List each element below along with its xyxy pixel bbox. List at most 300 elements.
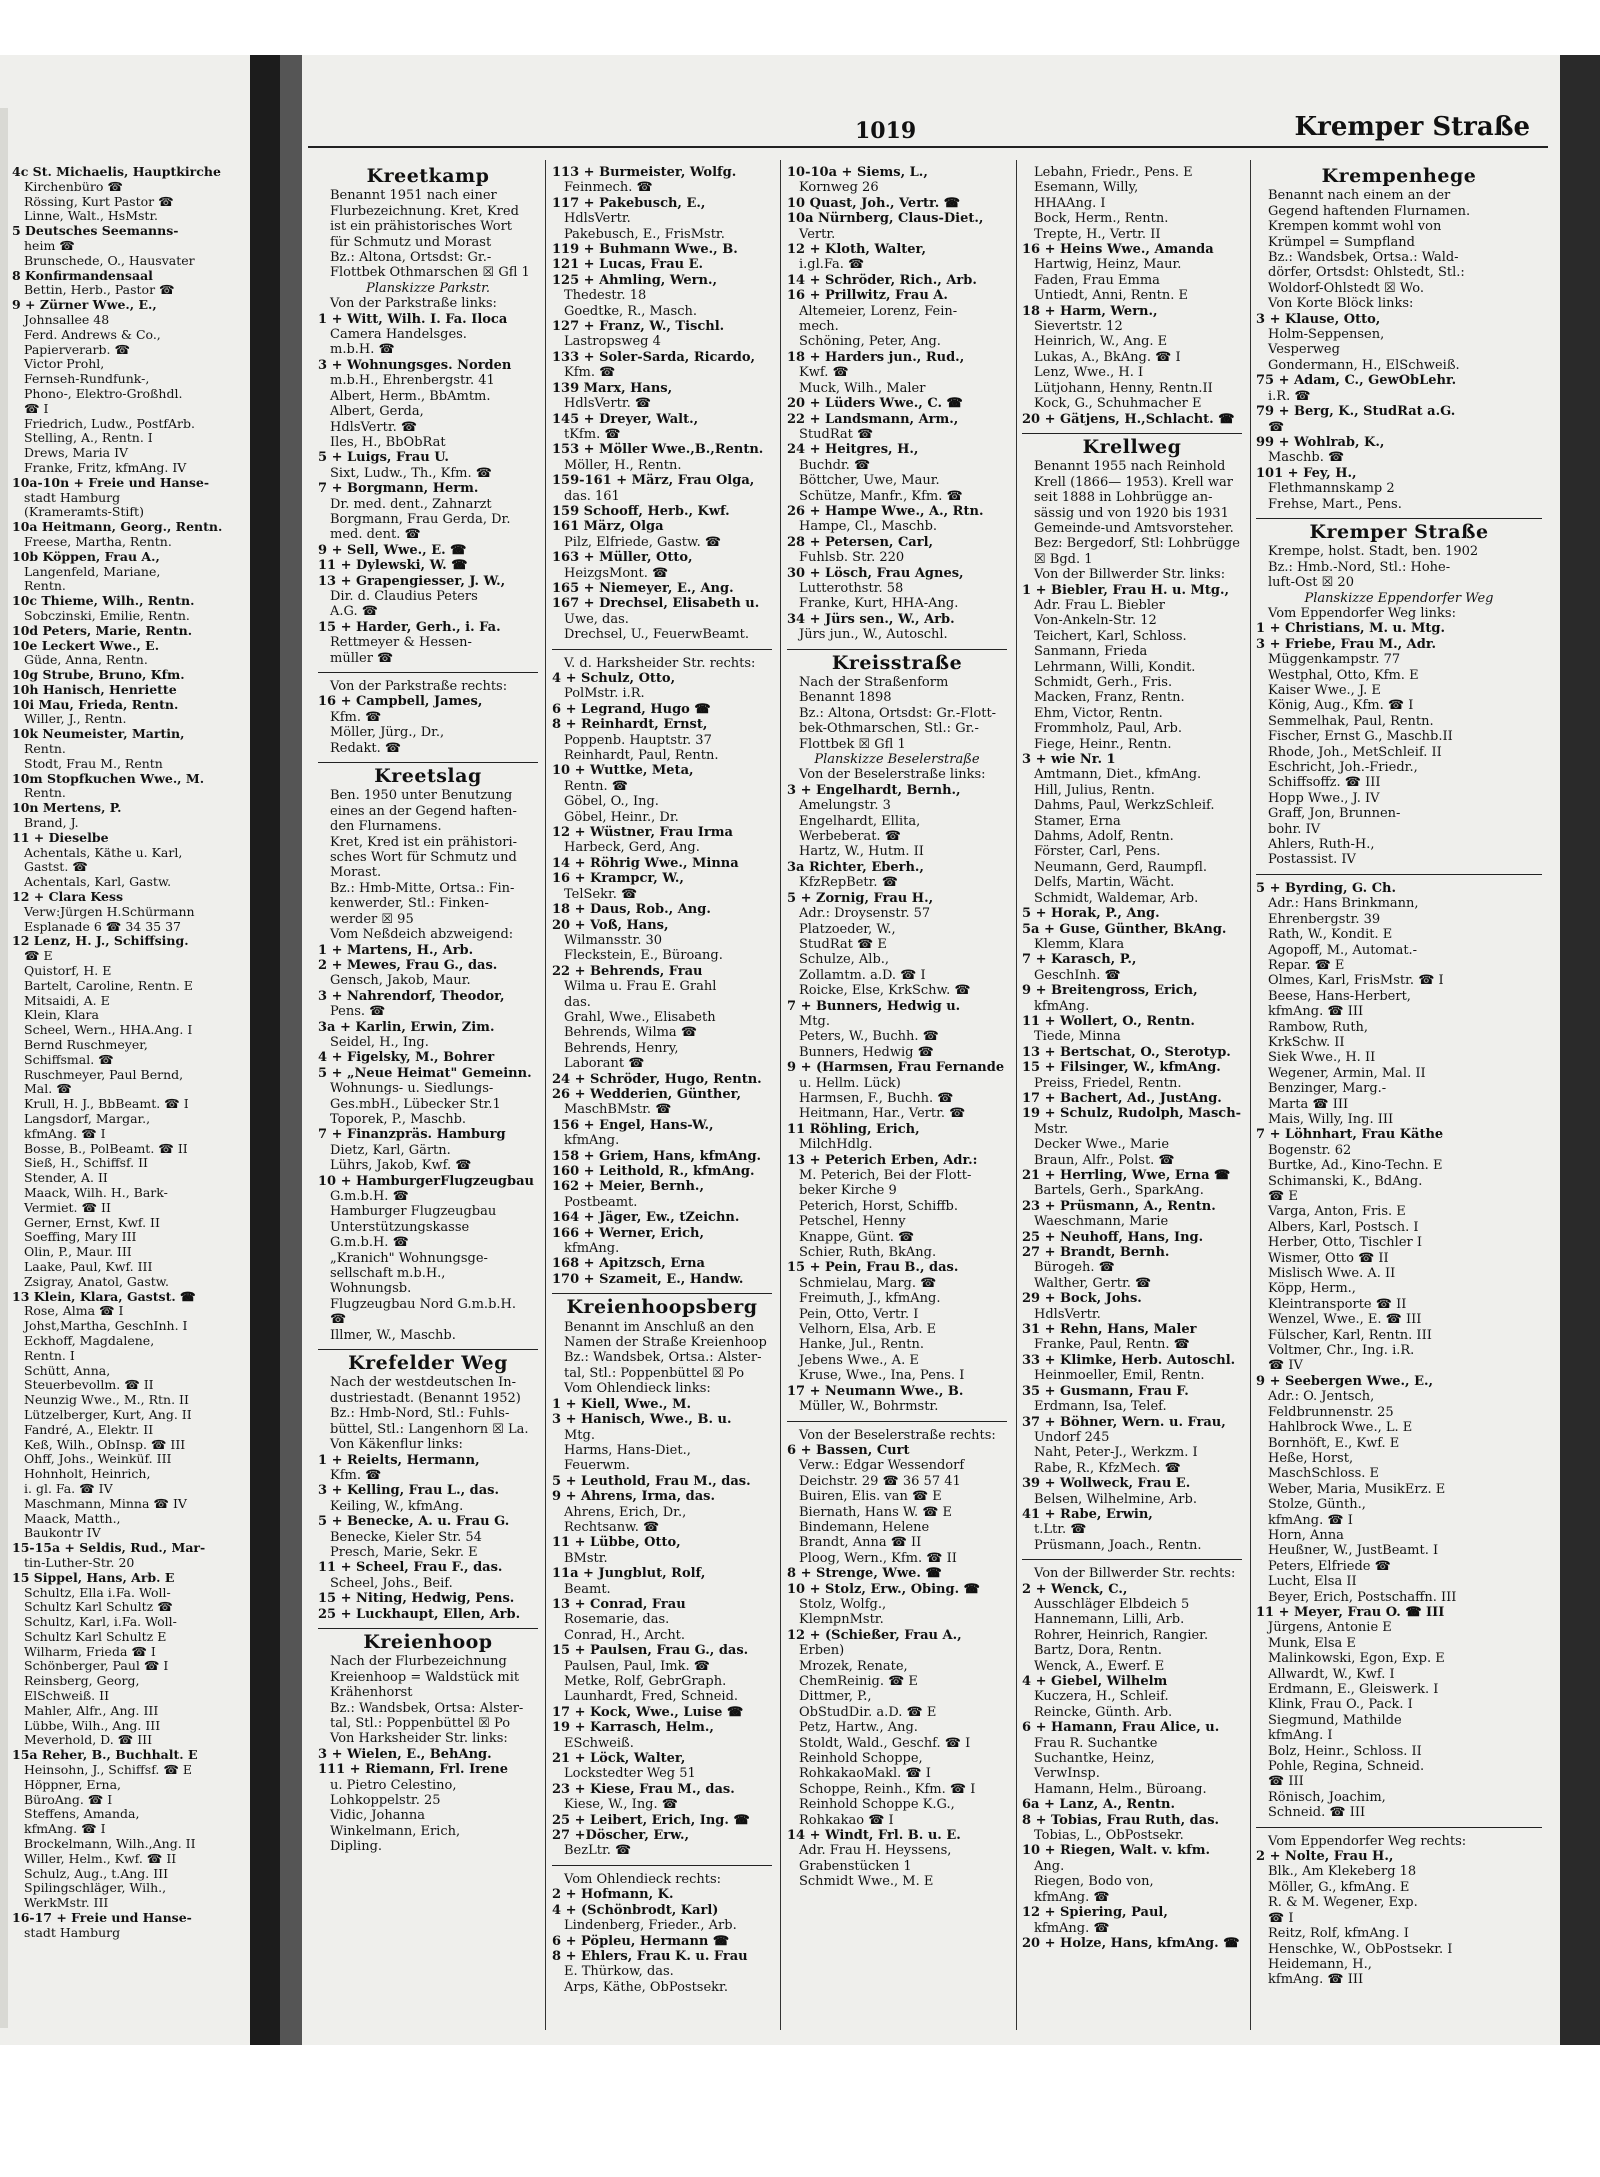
entry-line: 101 + Fey, H., [1256, 465, 1357, 481]
column-1 [318, 165, 538, 1855]
entry-line: 113 + Burmeister, Wolfg. [552, 165, 737, 180]
entry-line: Feuerwm. [564, 1458, 630, 1474]
entry-line: stadt Hamburg [24, 490, 121, 505]
entry-line: Esplanade 6 ☎ 34 35 37 [24, 919, 182, 934]
entry-line: Schneid. ☎ III [1268, 1805, 1366, 1821]
column-divider [545, 160, 546, 2030]
entry-line: 16-17 + Freie und Hanse- [12, 1911, 192, 1926]
entry-line: Lützelberger, Kurt, Ang. II [24, 1407, 192, 1422]
entry-line: 139 Marx, Hans, [552, 380, 673, 396]
entry-line: 18 + Harders jun., Rud., [787, 349, 965, 365]
entry-line: 30 + Lösch, Frau Agnes, [787, 565, 964, 581]
entry-line: Westphal, Otto, Kfm. E [1268, 667, 1419, 683]
entry-line: Unterstützungskasse [330, 1219, 470, 1235]
entry-line: Ausschläger Elbdeich 5 [1034, 1596, 1190, 1612]
entry-line: 39 + Wollweck, Frau E. [1022, 1476, 1191, 1492]
entry-line: Redakt. ☎ [330, 740, 402, 756]
entry-line: Lenz, Wwe., H. I [1034, 365, 1144, 381]
entry-line: Güde, Anna, Rentn. [24, 653, 148, 668]
entry-line: 9 + Seebergen Wwe., E., [1256, 1373, 1434, 1389]
entry-line: 160 + Leithold, R., kfmAng. [552, 1164, 755, 1179]
entry-line: Kuczera, H., Schleif. [1034, 1689, 1169, 1705]
entry-line: Bolz, Heinr., Schloss. II [1268, 1743, 1422, 1759]
entry-line: 4 + (Schönbrodt, Karl) [552, 1902, 719, 1918]
entry-line: 16 + Krampcr, W., [552, 871, 684, 887]
entry-line: Achentals, Käthe u. Karl, [24, 845, 183, 860]
entry-line: u. Hellm. Lück) [799, 1075, 901, 1091]
entry-line: Von Harksheider Str. links: [330, 1731, 508, 1747]
entry-line: Albert, Gerda, [330, 404, 424, 420]
entry-line: Adr.: O. Jentsch, [1268, 1389, 1375, 1405]
entry-line: Kfm. ☎ [330, 1467, 382, 1483]
entry-line: Gerner, Ernst, Kwf. II [24, 1215, 160, 1230]
entry-line: Müggenkampstr. 77 [1268, 652, 1401, 668]
entry-line: Agopoff, M., Automat.- [1268, 942, 1418, 958]
entry-line: Beyer, Erich, Postschaffn. III [1268, 1589, 1457, 1605]
entry-line: Jürs jun., W., Autoschl. [799, 627, 948, 643]
entry-line: Schmidt, Gerh., Fris. [1034, 675, 1173, 690]
entry-line: 75 + Adam, C., GewObLehr. [1256, 373, 1457, 389]
entry-line: sässig und von 1920 bis 1931 [1034, 505, 1229, 521]
entry-line: Drechsel, U., FeuerwBeamt. [564, 627, 750, 643]
entry-line: 4 + Giebel, Wilhelm [1022, 1674, 1168, 1689]
entry-line: Hahlbrock Wwe., L. E [1268, 1420, 1413, 1436]
entry-line: Petschel, Henny [799, 1214, 906, 1230]
entry-line: Reitz, Rolf, kfmAng. I [1268, 1926, 1409, 1942]
entry-line: Schmidt, Waldemar, Arb. [1034, 890, 1199, 906]
entry-line: luft-Ost ☒ 20 [1268, 575, 1354, 591]
entry-line: Peterich, Horst, Schiffb. [799, 1198, 959, 1214]
entry-line: Buchdr. ☎ [799, 457, 871, 473]
street-heading: Krellweg [1082, 435, 1182, 458]
entry-line: Mais, Willy, Ing. III [1268, 1111, 1394, 1127]
entry-line: VerwInsp. [1034, 1766, 1100, 1782]
entry-line: G.m.b.H. ☎ [330, 1235, 409, 1251]
entry-line: Herber, Otto, Tischler I [1268, 1235, 1422, 1251]
entry-line: Phono-, Elektro-Großhdl. [24, 386, 183, 401]
entry-line: BezLtr. ☎ [564, 1843, 632, 1859]
entry-line: Maack, Matth., [24, 1511, 121, 1526]
entry-line: m.b.H. ☎ [330, 342, 395, 358]
entry-line: stadt Hamburg [24, 1925, 121, 1940]
entry-line: 6 + Legrand, Hugo ☎ [552, 701, 711, 717]
entry-line: 8 + Ehlers, Frau K. u. Frau [552, 1948, 748, 1964]
entry-line: tKfm. ☎ [564, 426, 621, 442]
entry-line: 17 + Neumann Wwe., B. [787, 1383, 964, 1399]
entry-line: kfmAng. ☎ I [24, 1822, 106, 1837]
entry-line: 11 + Scheel, Frau F., das. [318, 1560, 503, 1576]
entry-line: Semmelhak, Paul, Rentn. [1268, 713, 1434, 729]
entry-line: Meverhold, D. ☎ III [24, 1733, 153, 1748]
street-heading: Kreetkamp [366, 165, 490, 187]
entry-line: Blk., Am Klekeberg 18 [1268, 1864, 1417, 1880]
section-rule [1022, 433, 1242, 434]
entry-line: Illmer, W., Maschb. [330, 1327, 456, 1343]
entry-line: Adr.: Droysenstr. 57 [799, 906, 931, 922]
entry-line: dustriestadt. (Benannt 1952) [330, 1390, 521, 1406]
section-rule [1022, 1559, 1242, 1560]
entry-line: 4 + Figelsky, M., Bohrer [318, 1050, 495, 1066]
entry-line: MaschBMstr. ☎ [564, 1102, 672, 1118]
entry-line: Jebens Wwe., A. E [799, 1352, 919, 1368]
entry-line: Bosse, B., PolBeamt. ☎ II [24, 1141, 188, 1156]
entry-line: kfmAng. ☎ III [1268, 1004, 1364, 1020]
entry-line: Repar. ☎ E [1268, 957, 1345, 973]
entry-line: Wilharm, Frieda ☎ I [24, 1644, 156, 1659]
entry-line: Böttcher, Uwe, Maur. [799, 473, 940, 489]
entry-line: Vom Eppendorfer Weg links: [1268, 605, 1456, 621]
entry-line: 165 + Niemeyer, E., Ang. [552, 580, 734, 596]
entry-line: kfmAng. ☎ III [1268, 1972, 1364, 1988]
entry-line: kfmAng. [564, 1241, 620, 1257]
entry-line: 159 Schooff, Herb., Kwf. [552, 503, 730, 519]
entry-line: Wohnungs- u. Siedlungs- [330, 1081, 494, 1097]
entry-line: Bock, Herm., Rentn. [1034, 211, 1169, 227]
entry-line: kfmAng. [564, 1133, 620, 1149]
entry-line: Velhorn, Elsa, Arb. E [799, 1322, 937, 1338]
entry-line: Mitsaidi, A. E [24, 993, 110, 1008]
entry-line: Decker Wwe., Marie [1034, 1137, 1170, 1153]
entry-line: Sobczinski, Emilie, Rentn. [24, 608, 190, 623]
entry-line: Erdmann, Isa, Telef. [1034, 1399, 1167, 1415]
entry-line: Ferd. Andrews & Co., [24, 327, 161, 342]
section-rule [318, 1628, 538, 1629]
entry-line: Stender, A. II [24, 1171, 108, 1186]
entry-line: 3 + Kelling, Frau L., das. [318, 1483, 500, 1499]
entry-line: Stolz, Wolfg., [799, 1596, 887, 1612]
entry-line: Hartz, W., Hutm. II [799, 844, 924, 860]
entry-line: Siek Wwe., H. II [1268, 1050, 1376, 1066]
entry-line: 10a Nürnberg, Claus-Diet., [787, 211, 984, 227]
entry-line: 156 + Engel, Hans-W., [552, 1117, 714, 1133]
entry-line: Allwardt, W., Kwf. I [1268, 1666, 1395, 1682]
column-divider [780, 160, 781, 2030]
entry-line: Scheel, Johs., Beif. [330, 1575, 453, 1591]
entry-line: 8 Konfirmandensaal [12, 268, 153, 283]
entry-line: 10c Thieme, Wilh., Rentn. [12, 594, 195, 609]
entry-line: Franke, Kurt, HHA-Ang. [799, 596, 959, 612]
entry-line: Naht, Peter-J., Werkzm. I [1034, 1445, 1198, 1461]
entry-line: Paulsen, Paul, Imk. ☎ [564, 1658, 710, 1674]
entry-line: Feinmech. ☎ [564, 180, 653, 196]
entry-line: 28 + Petersen, Carl, [787, 534, 934, 550]
entry-line: BüroAng. ☎ I [24, 1792, 113, 1807]
entry-line: 10 + Riegen, Walt. v. kfm. [1022, 1843, 1210, 1859]
entry-line: Brunschede, O., Hausvater [24, 253, 195, 268]
entry-line: 167 + Drechsel, Elisabeth u. [552, 596, 760, 612]
entry-line: Adr. Frau L. Biebler [1034, 597, 1165, 613]
street-heading: Kreienhoopsberg [566, 1296, 758, 1319]
entry-line: Stoldt, Wald., Geschf. ☎ I [799, 1735, 971, 1751]
entry-line: Rentn. [24, 786, 66, 801]
entry-line: Graff, Jon, Brunnen- [1268, 806, 1401, 822]
entry-line: kfmAng. ☎ [1034, 1920, 1110, 1936]
entry-line: Pohle, Regina, Schneid. [1268, 1759, 1425, 1775]
entry-line: 15 Sippel, Hans, Arb. E [12, 1570, 175, 1585]
entry-line: 7 + Löhnhart, Frau Käthe [1256, 1127, 1444, 1143]
entry-line: 4c St. Michaelis, Hauptkirche [12, 165, 221, 179]
entry-line: Benannt 1898 [799, 690, 892, 706]
entry-line: Klemm, Klara [1034, 936, 1125, 952]
entry-line: RohkakaoMakl. ☎ I [799, 1766, 931, 1782]
entry-line: 1 + Christians, M. u. Mtg. [1256, 621, 1446, 637]
entry-line: heim ☎ [24, 238, 75, 253]
entry-line: Johnsallee 48 [24, 312, 110, 327]
section-rule [1256, 874, 1542, 875]
entry-line: Ben. 1950 unter Benutzung [330, 788, 513, 804]
entry-line: Göbel, Heinr., Dr. [564, 809, 679, 825]
entry-line: ☎ [1268, 419, 1285, 435]
entry-line: Engelhardt, Ellita, [799, 813, 921, 829]
entry-line: Braun, Alfr., Polst. ☎ [1034, 1152, 1175, 1168]
entry-line: 4 + Schulz, Otto, [552, 671, 676, 686]
entry-line: 17 + Bachert, Ad., JustAng. [1022, 1090, 1222, 1106]
entry-line: Heinmoeller, Emil, Rentn. [1034, 1368, 1205, 1384]
entry-line: Fernseh-Rundfunk-, [24, 372, 150, 387]
entry-line: eines an der Gegend haften- [330, 803, 517, 819]
entry-line: Krempe, holst. Stadt, ben. 1902 [1268, 544, 1479, 560]
entry-line: kenwerder, Stl.: Finken- [330, 896, 489, 912]
entry-line: 1 + Martens, H., Arb. [318, 942, 474, 958]
entry-line: 5a + Guse, Günther, BkAng. [1022, 921, 1227, 937]
entry-line: 17 + Kock, Wwe., Luise ☎ [552, 1704, 744, 1720]
entry-line: StudRat ☎ [799, 426, 874, 442]
entry-line: Stodt, Frau M., Rentn [24, 756, 163, 771]
entry-line: Krähenhorst [330, 1685, 413, 1701]
entry-line: Poppenb. Hauptstr. 37 [564, 732, 712, 748]
entry-line: Hohnholt, Heinrich, [24, 1467, 151, 1482]
entry-line: Rettmeyer & Hessen- [330, 635, 472, 651]
entry-line: 170 + Szameit, E., Handw. [552, 1271, 744, 1287]
entry-line: Lukas, A., BkAng. ☎ I [1034, 349, 1181, 365]
entry-line: Mtg. [799, 1013, 830, 1029]
entry-line: Von der Parkstraße rechts: [330, 679, 508, 694]
entry-line: u. Pietro Celestino, [330, 1777, 457, 1793]
entry-line: Stamer, Erna [1034, 813, 1121, 829]
entry-line: 15 + Harder, Gerh., i. Fa. [318, 619, 501, 635]
section-rule [787, 649, 1007, 650]
entry-line: mech. [799, 319, 839, 335]
entry-line: Amelungstr. 3 [799, 798, 891, 814]
entry-line: i.gl.Fa. ☎ [799, 257, 865, 273]
entry-line: Adr. Frau H. Heyssens, [799, 1843, 952, 1859]
plan-sketch-note: Planskizze Parkstr. [365, 280, 491, 296]
entry-line: Malinkowski, Egon, Exp. E [1268, 1651, 1445, 1667]
entry-line: Mtg. [564, 1427, 595, 1443]
entry-line: 166 + Werner, Erich, [552, 1225, 705, 1241]
entry-line: 21 + Löck, Walter, [552, 1751, 686, 1767]
entry-line: Lindenberg, Frieder., Arb. [564, 1918, 737, 1934]
entry-line: ☎ I [24, 401, 49, 416]
entry-line: Flethmannskamp 2 [1268, 481, 1395, 497]
entry-line: 27 +Döscher, Erw., [552, 1828, 690, 1844]
entry-line: 7 + Karasch, P., [1022, 952, 1137, 968]
entry-line: 20 + Voß, Hans, [552, 917, 669, 933]
entry-line: Postbeamt. [564, 1194, 638, 1210]
entry-line: 8 + Reinhardt, Ernst, [552, 717, 708, 733]
entry-line: Marta ☎ III [1268, 1096, 1349, 1112]
entry-line: Platzoeder, W., [799, 921, 896, 937]
entry-line: 6 + Hamann, Frau Alice, u. [1022, 1720, 1220, 1736]
entry-line: Krull, H. J., BbBeamt. ☎ I [24, 1097, 189, 1112]
entry-line: Undorf 245 [1034, 1429, 1110, 1445]
entry-line: Wegener, Armin, Mal. II [1268, 1065, 1426, 1081]
entry-line: 20 + Lüders Wwe., C. ☎ [787, 396, 963, 412]
entry-line: Krümpel = Sumpfland [1268, 234, 1415, 250]
entry-line: Baukontr IV [24, 1526, 101, 1541]
entry-line: 3a + Karlin, Erwin, Zim. [318, 1019, 495, 1035]
entry-line: Sanmann, Frieda [1034, 644, 1148, 660]
entry-line: Steffens, Amanda, [24, 1807, 140, 1822]
entry-line: Von der Beselerstraße rechts: [799, 1427, 996, 1443]
entry-line: R. & M. Wegener, Exp. [1268, 1895, 1418, 1911]
entry-line: Spilingschläger, Wilh., [24, 1881, 167, 1896]
running-head: Kremper Straße [1294, 112, 1530, 142]
entry-line: 99 + Wohlrab, K., [1256, 434, 1385, 450]
entry-line: Fuhlsb. Str. 220 [799, 550, 905, 566]
entry-line: Möller, Jürg., Dr., [330, 725, 445, 741]
entry-line: Sieß, H., Schiffsf. II [24, 1156, 148, 1171]
entry-line: 1 + Witt, Wilh. I. Fa. Iloca [318, 311, 508, 327]
entry-line: Muck, Wilh., Maler [799, 380, 926, 396]
entry-line: Fülscher, Karl, Rentn. III [1268, 1327, 1432, 1343]
entry-line: Arps, Käthe, ObPostsekr. [564, 1979, 728, 1995]
entry-line: Schulz, Aug., t.Ang. III [24, 1866, 169, 1881]
entry-line: ☎ III [1268, 1774, 1304, 1790]
entry-line: Rentn. ☎ [564, 778, 628, 794]
entry-line: Conrad, H., Archt. [564, 1627, 686, 1643]
entry-line: Vom Ohlendieck links: [564, 1381, 711, 1397]
section-rule [552, 1293, 772, 1294]
book-binding [250, 55, 280, 2045]
entry-line: 10a Heitmann, Georg., Rentn. [12, 520, 223, 535]
entry-line: Teichert, Karl, Schloss. [1034, 628, 1187, 644]
entry-line: 3 + Hanisch, Wwe., B. u. [552, 1412, 732, 1428]
entry-line: Goedtke, R., Masch. [564, 303, 697, 319]
entry-line: Wenck, A., Ewerf. E [1034, 1658, 1165, 1674]
entry-line: 23 + Prüsmann, A., Rentn. [1022, 1198, 1216, 1214]
entry-line: 3 + Nahrendorf, Theodor, [318, 988, 505, 1004]
entry-line: Krell (1866— 1953). Krell war [1034, 474, 1233, 490]
page-edge-right [1560, 55, 1600, 2045]
entry-line: Johst,Martha, GeschInh. I [24, 1319, 188, 1334]
entry-line: Waeschmann, Marie [1034, 1214, 1169, 1230]
entry-line: Ahlers, Ruth-H., [1268, 837, 1375, 853]
entry-line: HdlsVertr. [1034, 1306, 1101, 1322]
entry-line: 15 + Pein, Frau B., das. [787, 1260, 959, 1276]
entry-line: Mstr. [1034, 1121, 1069, 1137]
entry-line: 3 + wie Nr. 1 [1022, 752, 1116, 768]
entry-line: 7 + Finanzpräs. Hamburg [318, 1127, 506, 1143]
entry-line: Petz, Hartw., Ang. [799, 1720, 918, 1736]
entry-line: Bindemann, Helene [799, 1519, 930, 1535]
entry-line: Pens. ☎ [330, 1004, 386, 1020]
entry-line: 11 + Wollert, O., Rentn. [1022, 1013, 1195, 1029]
entry-line: Lastropsweg 4 [564, 334, 661, 350]
entry-line: Feldbrunnenstr. 25 [1268, 1404, 1394, 1420]
entry-line: Borgmann, Frau Gerda, Dr. [330, 511, 511, 527]
entry-line: Lockstedter Weg 51 [564, 1766, 696, 1782]
entry-line: Schiffsoffz. ☎ III [1268, 775, 1381, 791]
entry-line: 10n Mertens, P. [12, 801, 122, 816]
entry-line: Brand, J. [24, 816, 79, 831]
entry-line: Schimanski, K., BdAng. [1268, 1173, 1423, 1189]
entry-line: Mahler, Alfr., Ang. III [24, 1703, 159, 1718]
entry-line: Rentn. [24, 579, 66, 594]
entry-line: Von der Billwerder Str. links: [1034, 567, 1226, 583]
page-number: 1019 [855, 118, 917, 144]
entry-line: 26 + Wedderien, Günther, [552, 1086, 742, 1102]
entry-line: Drews, Maria IV [24, 446, 129, 461]
entry-line: Fiege, Heinr., Rentn. [1034, 736, 1172, 752]
entry-line: 12 + Spiering, Paul, [1022, 1905, 1168, 1921]
entry-line: 13 Klein, Klara, Gastst. ☎ [12, 1289, 196, 1304]
section-rule [1256, 1827, 1542, 1828]
entry-line: Ruschmeyer, Paul Bernd, [24, 1067, 184, 1082]
entry-line: 6 + Pöpleu, Hermann ☎ [552, 1933, 730, 1949]
entry-line: 22 + Landsmann, Arm., [787, 411, 959, 427]
entry-line: Bernd Ruschmeyer, [24, 1038, 148, 1053]
entry-line: 12 + Clara Kess [12, 890, 124, 905]
entry-line: Dr. med. dent., Zahnarzt [330, 496, 492, 512]
entry-line: KlempnMstr. [799, 1612, 884, 1628]
entry-line: seit 1888 in Lohbrügge an- [1034, 490, 1213, 506]
entry-line: ☎ E [24, 949, 53, 964]
entry-line: Seidel, H., Ing. [330, 1034, 429, 1050]
entry-line: 12 + Kloth, Walter, [787, 242, 926, 258]
entry-line: Dipling. [330, 1839, 383, 1855]
entry-line: Schöning, Peter, Ang. [799, 334, 941, 350]
entry-line: Harbeck, Gerd, Ang. [564, 840, 700, 856]
entry-line: 19 + Schulz, Rudolph, Masch- [1022, 1106, 1242, 1122]
entry-line: 6 + Bassen, Curt [787, 1442, 910, 1458]
entry-line: 3 + Friebe, Frau M., Adr. [1256, 636, 1437, 652]
entry-line: Launhardt, Fred, Schneid. [564, 1689, 739, 1705]
entry-line: Kfm. ☎ [330, 709, 382, 725]
entry-line: 2 + Hofmann, K. [552, 1887, 674, 1903]
entry-line: Hopp Wwe., J. IV [1268, 790, 1380, 806]
entry-line: 18 + Harm, Wern., [1022, 303, 1158, 319]
entry-line: Zollamtm. a.D. ☎ I [799, 967, 926, 983]
entry-line: Nach der Straßenform [799, 675, 949, 690]
entry-line: Olmes, Karl, FrisMstr. ☎ I [1268, 973, 1444, 989]
entry-line: tal, Stl.: Poppenbüttel ☒ Po [564, 1365, 745, 1381]
entry-line: Heitmann, Har., Vertr. ☎ [799, 1106, 966, 1122]
entry-line: Burtke, Ad., Kino-Techn. E [1268, 1158, 1443, 1174]
entry-line: 2 + Mewes, Frau G., das. [318, 957, 498, 973]
entry-line: Grahl, Wwe., Elisabeth [564, 1009, 716, 1025]
entry-line: 25 + Luckhaupt, Ellen, Arb. [318, 1606, 521, 1622]
entry-line: tin-Luther-Str. 20 [24, 1555, 135, 1570]
entry-line: Sixt, Ludw., Th., Kfm. ☎ [330, 465, 492, 481]
section-rule [552, 1865, 772, 1866]
entry-line: Friedrich, Ludw., PostfArb. [24, 416, 195, 431]
entry-line: Rechtsanw. ☎ [564, 1519, 660, 1535]
entry-line: Rentn. [24, 742, 66, 757]
entry-line: 25 + Leibert, Erich, Ing. ☎ [552, 1812, 750, 1828]
entry-line: Reinhold Schoppe, [799, 1751, 923, 1767]
entry-line: Beamt. [564, 1581, 611, 1597]
entry-line: Mal. ☎ [24, 1082, 72, 1097]
entry-line: Rose, Alma ☎ I [24, 1304, 124, 1319]
entry-line: Kruse, Wwe., Ina, Pens. I [799, 1368, 965, 1384]
entry-line: Pein, Otto, Vertr. I [799, 1306, 919, 1322]
entry-line: Kfm. ☎ [564, 365, 616, 381]
entry-line: HHAAng. I [1034, 195, 1106, 211]
entry-line: Schultz Karl Schultz E [24, 1629, 167, 1644]
entry-line: 23 + Kiese, Frau M., das. [552, 1781, 735, 1797]
entry-line: Stelling, A., Rentn. I [24, 431, 153, 446]
